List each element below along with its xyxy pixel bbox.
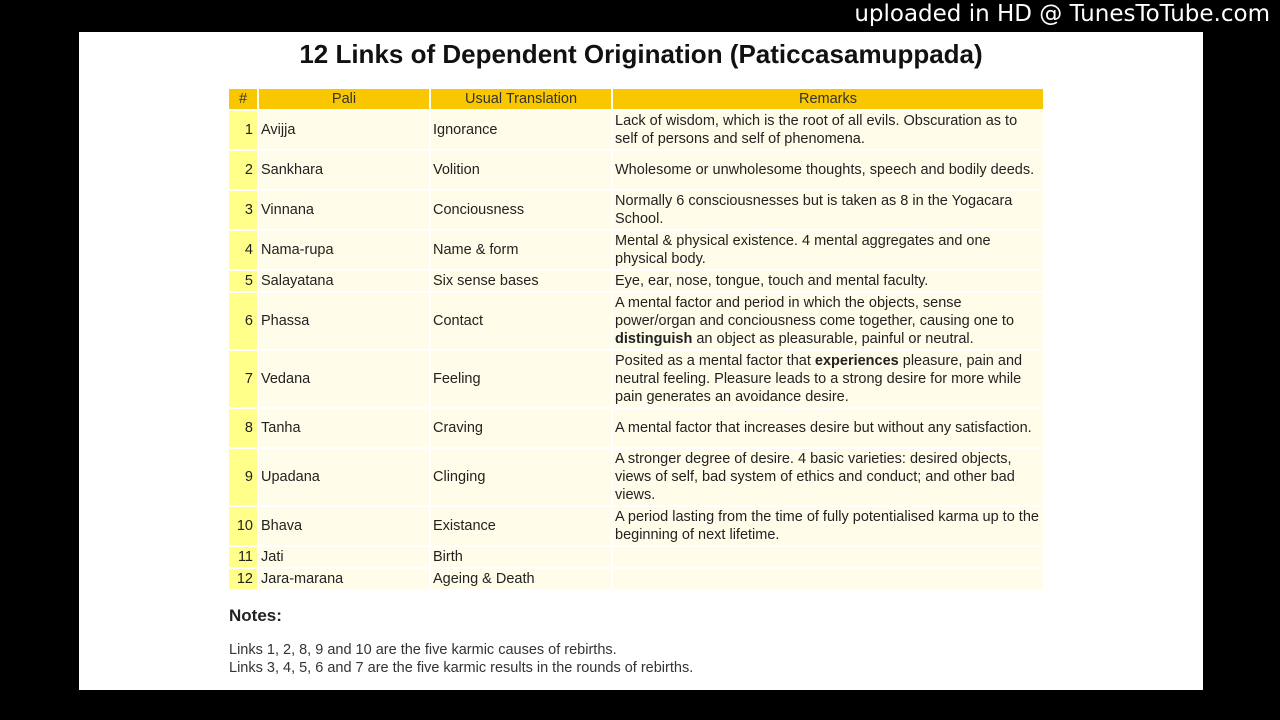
pali-term: Sankhara <box>259 151 429 189</box>
document-panel <box>79 32 1203 690</box>
remarks-cell <box>613 351 1043 407</box>
table-row <box>229 409 1043 447</box>
row-number: 9 <box>229 449 257 505</box>
translation: Craving <box>431 409 611 447</box>
pali-term: Avijja <box>259 111 429 149</box>
remarks-cell <box>613 547 1043 567</box>
remark-emphasis: distinguish <box>615 331 693 347</box>
row-number: 12 <box>229 569 257 589</box>
translation: Name & form <box>431 231 611 269</box>
table-row <box>229 351 1043 407</box>
links-table <box>227 87 1045 591</box>
row-number: 2 <box>229 151 257 189</box>
header-pali: Pali <box>259 89 429 109</box>
remarks-cell <box>613 231 1043 269</box>
note-line: Links 1, 2, 8, 9 and 10 are the five karmic causes of rebirths. <box>229 642 617 658</box>
remarks-cell <box>613 569 1043 589</box>
table-row <box>229 151 1043 189</box>
table-header <box>229 89 1043 109</box>
row-number: 3 <box>229 191 257 229</box>
pali-term: Nama-rupa <box>259 231 429 269</box>
row-number: 5 <box>229 271 257 291</box>
pali-term: Tanha <box>259 409 429 447</box>
remarks-cell <box>613 293 1043 349</box>
table-row <box>229 569 1043 589</box>
translation: Birth <box>431 547 611 567</box>
pali-term: Bhava <box>259 507 429 545</box>
notes-heading: Notes: <box>229 606 282 625</box>
row-number: 7 <box>229 351 257 407</box>
remark-text: Wholesome or unwholesome thoughts, speech and bodily deeds. <box>615 162 1035 178</box>
table-row <box>229 191 1043 229</box>
pali-term: Vinnana <box>259 191 429 229</box>
remarks-cell <box>613 271 1043 291</box>
translation: Feeling <box>431 351 611 407</box>
pali-term: Phassa <box>259 293 429 349</box>
row-number: 4 <box>229 231 257 269</box>
pali-term: Salayatana <box>259 271 429 291</box>
translation: Conciousness <box>431 191 611 229</box>
translation: Contact <box>431 293 611 349</box>
remarks-cell <box>613 507 1043 545</box>
table-row <box>229 111 1043 149</box>
header-remarks: Remarks <box>613 89 1043 109</box>
note-line: Links 3, 4, 5, 6 and 7 are the five karmic results in the rounds of rebirths. <box>229 660 694 676</box>
remark-text: A period lasting from the time of fully potentialised karma up to the beginning of next lifetime. <box>615 509 1039 543</box>
table-row <box>229 449 1043 505</box>
remark-emphasis: experiences <box>814 353 899 369</box>
remark-text: Eye, ear, nose, tongue, touch and mental faculty. <box>615 273 929 289</box>
row-number: 1 <box>229 111 257 149</box>
header-translation: Usual Translation <box>431 89 611 109</box>
remark-text: Mental & physical existence. 4 mental aggregates and one physical body. <box>615 233 991 267</box>
pali-term: Jati <box>259 547 429 567</box>
table-row <box>229 271 1043 291</box>
remark-text: A stronger degree of desire. 4 basic varieties: desired objects, views of self, bad system of ethics and conduct; and other bad views. <box>615 451 1015 503</box>
pali-term: Vedana <box>259 351 429 407</box>
translation: Ageing & Death <box>431 569 611 589</box>
remark-text: Normally 6 consciousnesses but is taken as 8 in the Yogacara School. <box>615 193 1013 227</box>
row-number: 10 <box>229 507 257 545</box>
translation: Volition <box>431 151 611 189</box>
remark-text: Posited as a mental factor that <box>615 353 815 369</box>
table-row <box>229 231 1043 269</box>
translation: Clinging <box>431 449 611 505</box>
remarks-cell <box>613 409 1043 447</box>
translation: Existance <box>431 507 611 545</box>
pali-term: Jara-marana <box>259 569 429 589</box>
remark-text: pleasure, pain and neutral feeling. Pleasure leads to a strong desire for more while pain generates an avoidance desire. <box>615 353 1023 405</box>
remarks-cell <box>613 191 1043 229</box>
page-title: 12 Links of Dependent Origination (Paticcasamuppada) <box>299 39 983 69</box>
pali-term: Upadana <box>259 449 429 505</box>
translation: Ignorance <box>431 111 611 149</box>
remark-text: A mental factor that increases desire but without any satisfaction. <box>615 420 1032 436</box>
remark-text: Lack of wisdom, which is the root of all evils. Obscuration as to self of persons and self of phenomena. <box>615 113 1018 147</box>
remarks-cell <box>613 111 1043 149</box>
remark-text: A mental factor and period in which the objects, sense power/organ and conciousness come together, causing one to <box>615 295 1015 329</box>
remark-text: an object as pleasurable, painful or neutral. <box>692 331 974 347</box>
header-num: # <box>229 89 257 109</box>
table-row <box>229 547 1043 567</box>
remarks-cell <box>613 151 1043 189</box>
row-number: 6 <box>229 293 257 349</box>
row-number: 8 <box>229 409 257 447</box>
table-row <box>229 293 1043 349</box>
remarks-cell <box>613 449 1043 505</box>
watermark: uploaded in HD @ TunesToTube.com <box>854 1 1270 27</box>
translation: Six sense bases <box>431 271 611 291</box>
row-number: 11 <box>229 547 257 567</box>
table-row <box>229 507 1043 545</box>
